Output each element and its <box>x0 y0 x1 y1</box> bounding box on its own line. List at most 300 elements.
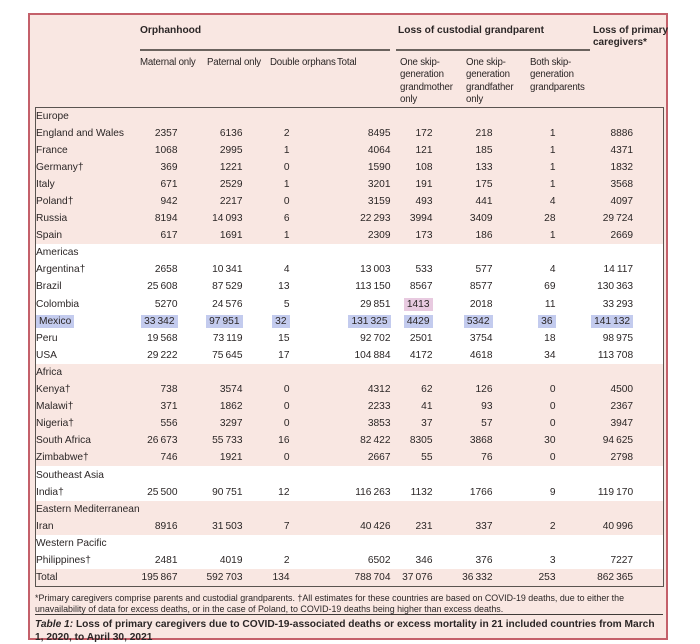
cell-text: USA <box>36 349 57 361</box>
cell-text: 0 <box>549 452 556 464</box>
value-cell <box>178 278 243 295</box>
total-value-cell <box>243 569 290 586</box>
cell-text: 29 222 <box>147 349 178 361</box>
value-cell <box>433 432 493 449</box>
value-cell <box>243 484 290 501</box>
cell-text: 862 365 <box>597 571 634 583</box>
caregiver-loss-table <box>35 107 664 587</box>
cell-text: 116 263 <box>355 486 391 498</box>
cell-text: 73 119 <box>212 332 243 344</box>
cell-text: 34 <box>544 349 556 361</box>
cell-text: 738 <box>160 384 178 396</box>
value-cell <box>138 381 178 398</box>
cell-text: 2 <box>549 520 556 532</box>
cell-text: 2501 <box>409 332 433 344</box>
value-cell <box>290 125 391 142</box>
country-row <box>36 449 664 466</box>
country-name <box>36 347 138 364</box>
value-cell <box>391 142 433 159</box>
highlighted-value: 131 325 <box>348 315 390 328</box>
cell-text: 29 724 <box>602 213 634 225</box>
value-cell <box>243 210 290 227</box>
cell-text: Europe <box>36 110 69 122</box>
value-cell <box>493 227 556 244</box>
cell-text: 4500 <box>610 384 634 396</box>
cell-text: 2233 <box>367 401 391 413</box>
value-cell <box>178 193 243 210</box>
value-cell <box>493 193 556 210</box>
value-cell <box>243 330 290 347</box>
value-cell <box>391 518 433 535</box>
value-cell <box>178 381 243 398</box>
value-cell <box>556 210 664 227</box>
cell-text: 0 <box>283 401 290 413</box>
cell-text: Colombia <box>36 298 80 310</box>
cell-text: Zimbabwe† <box>36 452 89 464</box>
value-cell <box>433 125 493 142</box>
cell-text: 36 332 <box>462 571 493 583</box>
cell-text: 253 <box>538 571 556 583</box>
cell-text: 2 <box>283 554 290 566</box>
cell-text: 76 <box>481 452 493 464</box>
country-name <box>36 227 138 244</box>
value-cell <box>556 415 664 432</box>
table-caption <box>35 619 663 644</box>
cell-text: 108 <box>415 161 433 173</box>
value-cell <box>391 381 433 398</box>
value-cell <box>433 415 493 432</box>
value-cell <box>433 176 493 193</box>
cell-text: 1691 <box>219 230 243 242</box>
region-label <box>36 244 664 261</box>
value-cell <box>556 176 664 193</box>
cell-text: 493 <box>415 196 433 208</box>
table-panel <box>28 13 669 643</box>
value-cell <box>433 227 493 244</box>
value-cell <box>178 552 243 569</box>
cell-text: 2367 <box>610 401 634 413</box>
cell-text: 2529 <box>219 178 243 190</box>
value-cell <box>556 261 664 278</box>
cell-text: 8495 <box>367 127 391 139</box>
value-cell <box>493 261 556 278</box>
table-footnote: *Primary caregivers comprise parents and custodial grandparents. †All estimates for these countries are based on COVID-19 deaths, due to either the unavailability of data for excess deaths, or in the case of Poland, to COVID-19 deaths being higher than excess deaths. <box>35 593 625 614</box>
group-header-primary-caregivers: Loss of primary caregivers* <box>593 25 669 48</box>
column-header-grandfather-only: One skip-generation grandfather only <box>466 57 514 106</box>
region-label <box>36 108 664 125</box>
value-cell <box>556 398 664 415</box>
value-cell <box>243 125 290 142</box>
value-cell <box>138 125 178 142</box>
cell-text: India† <box>36 486 64 498</box>
value-cell <box>178 449 243 466</box>
value-cell <box>391 227 433 244</box>
cell-text: Nigeria† <box>36 418 74 430</box>
cell-text: 186 <box>475 230 493 242</box>
value-cell <box>290 176 391 193</box>
value-cell <box>243 176 290 193</box>
cell-text: 2658 <box>154 264 178 276</box>
value-cell <box>178 347 243 364</box>
cell-text: 4618 <box>469 349 493 361</box>
cell-text: 0 <box>283 418 290 430</box>
cell-text: 746 <box>160 452 178 464</box>
value-cell <box>138 330 178 347</box>
country-row <box>36 193 664 210</box>
country-name <box>36 125 138 142</box>
country-row <box>36 142 664 159</box>
value-cell <box>433 381 493 398</box>
value-cell <box>290 261 391 278</box>
value-cell <box>433 484 493 501</box>
cell-text: 13 <box>278 281 290 293</box>
value-cell <box>556 330 664 347</box>
cell-text: Philippines† <box>36 554 91 566</box>
cell-text: 22 293 <box>360 213 391 225</box>
column-header-grandmother-only: One skip-generation grandmother only <box>400 57 453 106</box>
value-cell <box>290 398 391 415</box>
value-cell <box>243 415 290 432</box>
value-cell <box>433 518 493 535</box>
value-cell <box>243 381 290 398</box>
value-cell <box>290 415 391 432</box>
value-cell <box>138 484 178 501</box>
value-cell <box>391 261 433 278</box>
value-cell <box>556 552 664 569</box>
cell-text: 5270 <box>154 298 178 310</box>
cell-text: 4312 <box>367 384 391 396</box>
country-row <box>36 296 664 313</box>
cell-text: 195 867 <box>141 571 178 583</box>
region-label <box>36 501 664 518</box>
cell-text: 1 <box>549 161 556 173</box>
cell-text: 3994 <box>409 213 433 225</box>
country-row <box>36 381 664 398</box>
value-cell <box>178 518 243 535</box>
value-cell <box>243 278 290 295</box>
cell-text: 3754 <box>469 332 493 344</box>
cell-text: Argentina† <box>36 264 86 276</box>
cell-text: 0 <box>283 384 290 396</box>
value-cell <box>391 484 433 501</box>
country-name <box>36 193 138 210</box>
value-cell <box>290 159 391 176</box>
value-cell <box>243 159 290 176</box>
cell-text: 2357 <box>154 127 178 139</box>
value-cell <box>243 296 290 313</box>
cell-text: 8305 <box>409 435 433 447</box>
value-cell <box>493 125 556 142</box>
cell-text: 3297 <box>219 418 243 430</box>
highlighted-value: 1413 <box>404 298 433 311</box>
value-cell <box>391 330 433 347</box>
value-cell <box>493 296 556 313</box>
country-name <box>36 278 138 295</box>
cell-text: 2309 <box>367 230 391 242</box>
value-cell <box>290 552 391 569</box>
cell-text: 231 <box>415 520 433 532</box>
country-name <box>36 484 138 501</box>
caption-divider <box>35 614 663 615</box>
value-cell <box>138 449 178 466</box>
cell-text: 8916 <box>154 520 178 532</box>
cell-text: 82 422 <box>360 435 391 447</box>
country-row <box>36 227 664 244</box>
cell-text: 11 <box>544 298 556 310</box>
cell-text: 28 <box>544 213 556 225</box>
cell-text: 12 <box>278 486 290 498</box>
value-cell <box>138 210 178 227</box>
country-name <box>36 552 138 569</box>
value-cell <box>178 398 243 415</box>
cell-text: 3159 <box>367 196 391 208</box>
value-cell <box>178 330 243 347</box>
cell-text: 3409 <box>469 213 493 225</box>
cell-text: Malawi† <box>36 401 74 413</box>
country-row <box>36 398 664 415</box>
value-cell <box>556 142 664 159</box>
value-cell <box>290 278 391 295</box>
value-cell <box>493 518 556 535</box>
highlighted-value: 5342 <box>464 315 493 328</box>
cell-text: 92 702 <box>360 332 391 344</box>
value-cell <box>138 518 178 535</box>
cell-text: 15 <box>278 332 290 344</box>
value-cell <box>556 313 664 330</box>
country-name <box>36 398 138 415</box>
value-cell <box>243 313 290 330</box>
country-name <box>36 381 138 398</box>
cell-text: 1221 <box>219 161 243 173</box>
value-cell <box>243 142 290 159</box>
country-name <box>36 296 138 313</box>
cell-text: 172 <box>415 127 433 139</box>
value-cell <box>243 432 290 449</box>
country-row <box>36 552 664 569</box>
cell-text: 2798 <box>610 452 634 464</box>
total-value-cell <box>493 569 556 586</box>
cell-text: 4097 <box>610 196 634 208</box>
cell-text: 173 <box>415 230 433 242</box>
cell-text: 1 <box>549 230 556 242</box>
country-row <box>36 210 664 227</box>
cell-text: 8577 <box>469 281 493 293</box>
cell-text: 371 <box>160 401 178 413</box>
value-cell <box>290 518 391 535</box>
table-header <box>30 15 669 107</box>
region-label <box>36 466 664 483</box>
cell-text: Germany† <box>36 161 84 173</box>
cell-text: 75 645 <box>212 349 243 361</box>
country-name <box>36 432 138 449</box>
cell-text: 617 <box>160 230 178 242</box>
highlighted-value: 36 <box>538 315 555 328</box>
cell-text: 40 426 <box>360 520 391 532</box>
value-cell <box>433 552 493 569</box>
value-cell <box>138 398 178 415</box>
cell-text: 55 733 <box>212 435 243 447</box>
cell-text: Spain <box>36 230 63 242</box>
cell-text: 104 884 <box>354 349 391 361</box>
cell-text: 671 <box>160 178 178 190</box>
value-cell <box>138 261 178 278</box>
cell-text: 7227 <box>610 554 634 566</box>
cell-text: 556 <box>160 418 178 430</box>
value-cell <box>138 193 178 210</box>
cell-text: England and Wales <box>36 127 124 139</box>
cell-text: 55 <box>421 452 433 464</box>
cell-text: 37 <box>421 418 433 430</box>
cell-text: 337 <box>475 520 493 532</box>
caption-number-label: Table 1: <box>35 619 74 630</box>
value-cell <box>290 227 391 244</box>
value-cell <box>243 449 290 466</box>
country-name <box>36 159 138 176</box>
country-row <box>36 261 664 278</box>
cell-text: 1 <box>283 230 290 242</box>
country-row <box>36 415 664 432</box>
value-cell <box>178 159 243 176</box>
value-cell <box>391 415 433 432</box>
value-cell <box>178 432 243 449</box>
cell-text: 3201 <box>367 178 391 190</box>
cell-text: 3868 <box>469 435 493 447</box>
cell-text: 25 500 <box>147 486 178 498</box>
value-cell <box>178 125 243 142</box>
cell-text: 57 <box>481 418 493 430</box>
value-cell <box>433 210 493 227</box>
highlighted-value: 141 132 <box>591 315 633 328</box>
value-cell <box>493 449 556 466</box>
highlighted-value: 32 <box>272 315 289 328</box>
value-cell <box>433 449 493 466</box>
value-cell <box>138 176 178 193</box>
region-label <box>36 364 664 381</box>
cell-text: 788 704 <box>354 571 391 583</box>
cell-text: Americas <box>36 247 79 259</box>
cell-text: 1590 <box>367 161 391 173</box>
total-value-cell <box>178 569 243 586</box>
cell-text: Brazil <box>36 281 62 293</box>
cell-text: 4019 <box>219 554 243 566</box>
value-cell <box>391 176 433 193</box>
cell-text: 40 996 <box>602 520 634 532</box>
value-cell <box>243 398 290 415</box>
country-row <box>36 518 664 535</box>
country-row <box>36 278 664 295</box>
value-cell <box>433 142 493 159</box>
cell-text: 218 <box>475 127 493 139</box>
value-cell <box>138 415 178 432</box>
cell-text: Africa <box>36 366 63 378</box>
group-header-custodial-grandparent: Loss of custodial grandparent <box>398 25 545 36</box>
cell-text: 8194 <box>154 213 178 225</box>
value-cell <box>556 159 664 176</box>
cell-text: Poland† <box>36 196 74 208</box>
value-cell <box>493 552 556 569</box>
cell-text: 87 529 <box>212 281 243 293</box>
value-cell <box>391 278 433 295</box>
value-cell <box>556 381 664 398</box>
value-cell <box>493 159 556 176</box>
value-cell <box>138 159 178 176</box>
cell-text: 1862 <box>219 401 243 413</box>
value-cell <box>433 347 493 364</box>
region-row <box>36 108 664 125</box>
value-cell <box>433 398 493 415</box>
value-cell <box>138 313 178 330</box>
value-cell <box>290 347 391 364</box>
value-cell <box>493 415 556 432</box>
cell-text: 175 <box>475 178 493 190</box>
total-value-cell <box>556 569 664 586</box>
cell-text: Southeast Asia <box>36 469 104 481</box>
country-row <box>36 176 664 193</box>
cell-text: 376 <box>475 554 493 566</box>
value-cell <box>556 432 664 449</box>
cell-text: 1 <box>549 144 556 156</box>
value-cell <box>178 415 243 432</box>
value-cell <box>138 432 178 449</box>
value-cell <box>243 552 290 569</box>
cell-text: 62 <box>421 384 433 396</box>
cell-text: Italy <box>36 178 55 190</box>
cell-text: 17 <box>278 349 290 361</box>
value-cell <box>433 159 493 176</box>
cell-text: 113 708 <box>597 349 634 361</box>
value-cell <box>556 227 664 244</box>
cell-text: Eastern Mediterranean <box>36 503 140 515</box>
cell-text: 191 <box>415 178 433 190</box>
cell-text: 14 093 <box>212 213 243 225</box>
value-cell <box>178 210 243 227</box>
value-cell <box>556 193 664 210</box>
cell-text: 6 <box>283 213 290 225</box>
value-cell <box>556 518 664 535</box>
column-header-paternal-only: Paternal only <box>207 57 261 68</box>
cell-text: Russia <box>36 213 68 225</box>
value-cell <box>138 552 178 569</box>
cell-text: 592 703 <box>206 571 243 583</box>
cell-text: 0 <box>283 196 290 208</box>
country-name <box>36 449 138 466</box>
cell-text: 3947 <box>610 418 634 430</box>
region-row <box>36 466 664 483</box>
cell-text: 2481 <box>154 554 178 566</box>
value-cell <box>433 313 493 330</box>
cell-text: 113 150 <box>355 281 391 293</box>
cell-text: 2667 <box>367 452 391 464</box>
cell-text: 98 975 <box>602 332 634 344</box>
cell-text: Peru <box>36 332 58 344</box>
cell-text: 3853 <box>367 418 391 430</box>
cell-text: 3 <box>549 554 556 566</box>
country-name <box>36 261 138 278</box>
cell-text: 10 341 <box>212 264 243 276</box>
value-cell <box>556 449 664 466</box>
highlighted-value: Mexico <box>36 315 74 328</box>
column-header-both-grandparents: Both skip-generation grandparents <box>530 57 585 93</box>
value-cell <box>178 261 243 278</box>
region-row <box>36 501 664 518</box>
value-cell <box>433 278 493 295</box>
value-cell <box>243 347 290 364</box>
cell-text: 441 <box>475 196 493 208</box>
cell-text: 94 625 <box>602 435 634 447</box>
value-cell <box>178 313 243 330</box>
cell-text: 130 363 <box>597 281 634 293</box>
column-header-double-orphans: Double orphans <box>270 57 336 68</box>
